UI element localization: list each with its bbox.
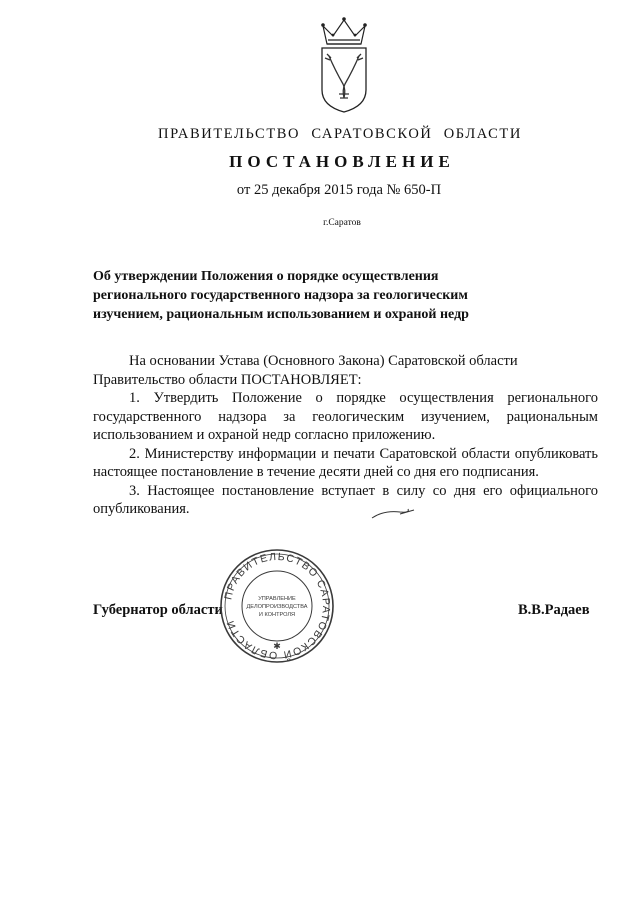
item-3-paragraph: 3. Настоящее постановление вступает в силу со дня его официального опубликования. [93,482,598,517]
stamp-inner-line: ДЕЛОПРОИЗВОДСТВА [246,604,308,610]
government-name: ПРАВИТЕЛЬСТВО САРАТОВСКОЙ ОБЛАСТИ [158,126,522,142]
stamp-inner-line: УПРАВЛЕНИЕ [258,596,296,602]
title-line: изучением, рациональным использованием и охраной недр [93,307,469,322]
document-date-number: от 25 декабря 2015 года № 650-П [236,182,442,198]
official-stamp [218,547,336,665]
stamp-inner-line: И КОНТРОЛЯ [258,612,296,618]
preamble-line-1: На основании Устава (Основного Закона) Саратовской области [129,353,518,369]
signatory-name: В.В.Радаев [518,602,590,618]
document-title [93,267,513,324]
document-body [93,352,598,519]
title-line: Об утверждении Положения о порядке осуществления [93,269,439,284]
item-1-paragraph: 1. Утвердить Положение о порядке осуществления регионального государственного надзора за геологическим изучением, рациональным использованием и охраной недр согласно приложению. [93,390,598,443]
document-city: г.Саратов [323,218,361,228]
item-2-paragraph: 2. Министерству информации и печати Саратовской области опубликовать настоящее постановление в течение десяти дней со дня его подписания. [93,445,598,480]
title-line: регионального государственного надзора за геологическим [93,288,468,303]
preamble-line-2: Правительство области ПОСТАНОВЛЯЕТ: [93,371,362,388]
stamp-outer-text: ПРАВИТЕЛЬСТВО САРАТОВСКОЙ ОБЛАСТИ [222,550,333,662]
saratov-coat-of-arms-icon [313,14,375,114]
document-type: ПОСТАНОВЛЕНИЕ [229,152,455,171]
stamp-star-icon: ✱ [273,641,281,651]
signatory-position: Губернатор области [93,602,223,618]
pen-mark-icon [370,506,416,522]
